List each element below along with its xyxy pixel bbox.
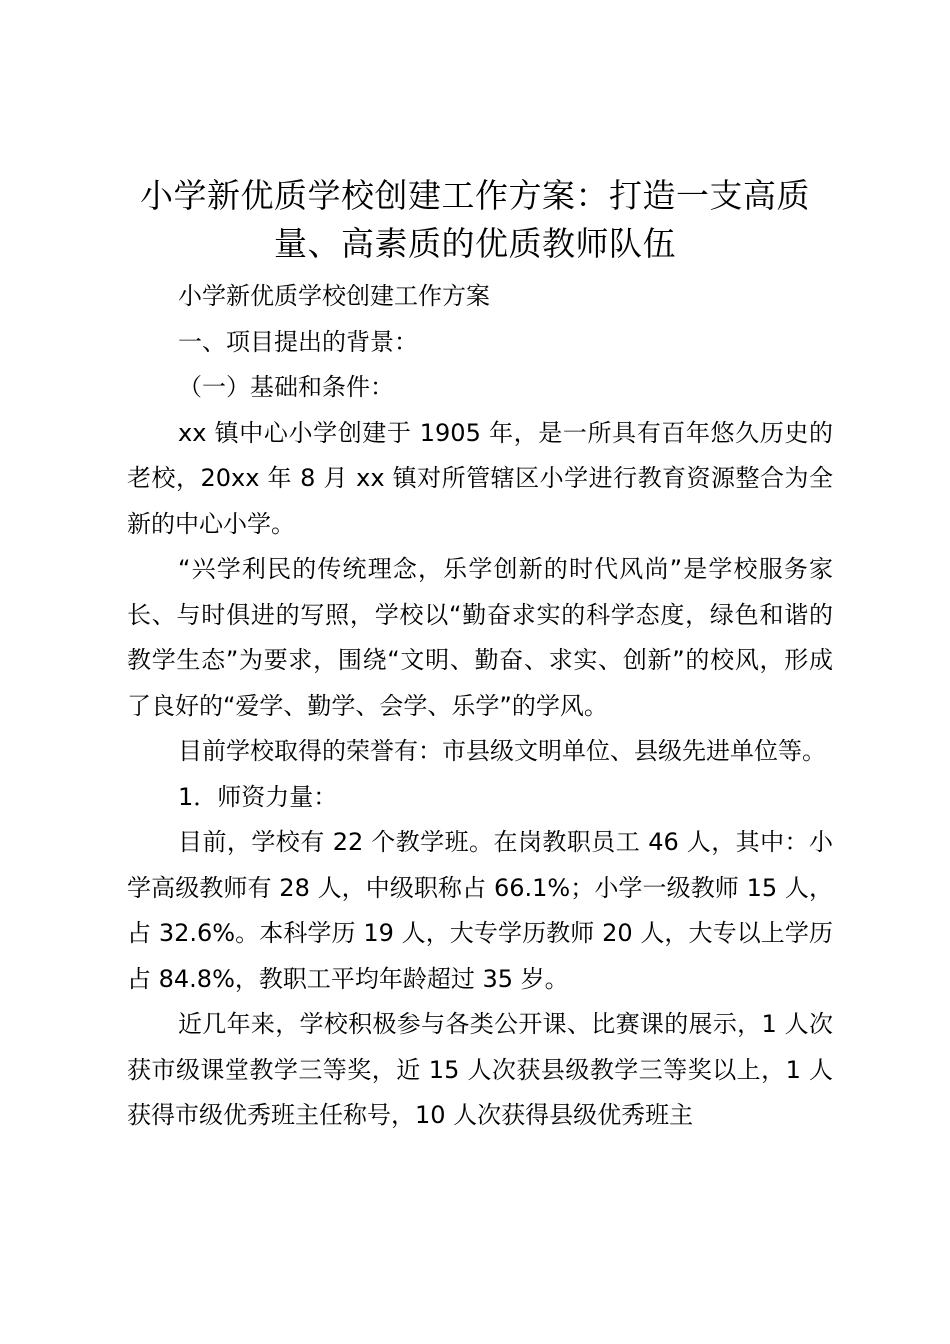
- section-heading-background: 一、项目提出的背景：: [178, 327, 418, 356]
- subsection-heading-foundation: （一）基础和条件：: [178, 373, 394, 401]
- paragraph-staff-statistics: 目前，学校有 22 个教学班。在岗教职员工 46 人，其中：小学高级教师有 28 人，中级职称占 66.1%；小学一级教师 15 人，占 32.6%。本科学历 19 人，大专学历教师 20 人，大专以上学历占 84.8%，教职工平均年龄超过 35 岁。: [127, 828, 833, 993]
- heading-teaching-staff: 1．师资力量：: [178, 782, 338, 811]
- paragraph-awards: 近几年来，学校积极参与各类公开课、比赛课的展示，1 人次获市级课堂教学三等奖，近 15 人次获县级教学三等奖以上，1 人获得市级优秀班主任称号，10 人次获得县级优秀班主: [127, 1010, 833, 1129]
- document-body: [127, 274, 833, 1139]
- paragraph-school-history: xx 镇中心小学创建于 1905 年，是一所具有百年悠久历史的老校，20xx 年 8 月 xx 镇对所管辖区小学进行教育资源整合为全新的中心小学。: [127, 418, 833, 538]
- document-title: 小学新优质学校创建工作方案：打造一支高质量、高素质的优质教师队伍: [140, 176, 810, 263]
- paragraph-school-motto: “兴学利民的传统理念，乐学创新的时代风尚”是学校服务家长、与时俱进的写照，学校以“勤奋求实的科学态度，绿色和谐的教学生态”为要求，围绕“文明、勤奋、求实、创新”的校风，形成了良好的“爱学、勤学、会学、乐学”的学风。: [127, 555, 833, 720]
- paragraph-honors: 目前学校取得的荣誉有：市县级文明单位、县级先进单位等。: [178, 737, 826, 765]
- subtitle-paragraph: 小学新优质学校创建工作方案: [178, 282, 490, 310]
